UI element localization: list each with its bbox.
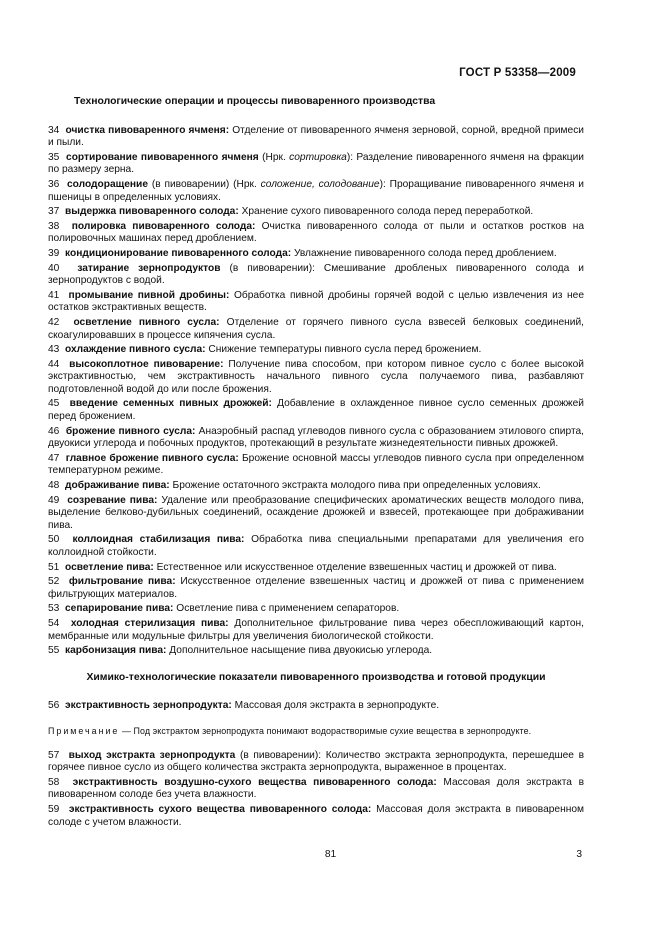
term-number: 42 (48, 316, 60, 328)
term-number: 40 (48, 262, 60, 274)
section-title-indicators: Химико-технологические показатели пивоваренного производства и готовой продукции (86, 671, 546, 683)
term-qualifier: (Нрк. (262, 151, 290, 163)
term-number: 36 (48, 178, 60, 190)
term-definition: Обработка пива специальными препаратами для увеличения его коллоидной стойкости. (48, 534, 584, 558)
term-number: 45 (48, 398, 60, 410)
term-number: 34 (48, 124, 60, 136)
term-entry-52 (48, 576, 584, 601)
term-name: созревание пива: (67, 494, 158, 506)
term-entry-44 (48, 359, 584, 397)
term-definition: Получение пива способом, при котором пивное сусло с более высокой экстрактивностью, чем экстрактивность начального пивного сусла получаемого пива, разбавляют подготовленной водой до или после брожения. (48, 358, 584, 395)
page-number: 81 (324, 849, 337, 860)
term-definition: Смешивание дробленых пивоваренного солода и зернопродуктов с водой. (48, 262, 584, 287)
term-name: осветление пивного сусла: (73, 316, 220, 328)
sheet-number: 3 (576, 849, 582, 860)
term-entry-41 (48, 290, 584, 315)
term-name: осветление пива: (65, 561, 154, 573)
term-entry-40 (48, 263, 584, 288)
term-name: введение семенных пивных дрожжей: (69, 398, 272, 410)
term-number: 44 (48, 358, 60, 370)
term-qualifier-end: ): (379, 178, 386, 190)
term-number: 41 (48, 289, 60, 301)
term-definition: Очистка пивоваренного солода от пыли и остатков ростков на полировочных машинах перед дроблением. (48, 220, 584, 245)
term-entry-49 (48, 495, 584, 533)
term-entry-53 (48, 603, 584, 616)
term-definition: Массовая доля экстракта в пивоваренном солоде с учетом влажности. (48, 803, 584, 828)
term-number: 53 (48, 603, 60, 615)
term-entry-55 (48, 645, 584, 658)
term-number: 35 (48, 151, 60, 163)
term-name: фильтрование пива: (68, 576, 176, 588)
term-number: 57 (48, 749, 60, 761)
term-name: холодная стерилизация пива: (70, 617, 229, 629)
term-entry-43 (48, 344, 584, 357)
term-number: 50 (48, 534, 60, 546)
term-number: 58 (48, 776, 60, 788)
term-qualifier: (в пивоварении): (229, 262, 315, 274)
section-title-operations: Технологические операции и процессы пивоваренного производства (74, 96, 436, 107)
term-name: сортирование пивоваренного ячменя (66, 151, 259, 163)
note-text: — Под экстрактом зернопродукта понимают водорастворимые сухие вещества в зернопродукте. (121, 725, 532, 736)
term-entry-54 (48, 618, 584, 643)
term-name: выдержка пивоваренного солода: (65, 206, 239, 218)
term-qualifier: (в пивоварении): (239, 749, 322, 761)
term-definition: Анаэробный распад углеводов пивного сусла с образованием этилового спирта, двуокиси углерода и побочных продуктов, протекающий в результате жизнедеятельности пивных дрожжей. (48, 425, 584, 450)
term-name: дображивание пива: (65, 480, 170, 492)
term-entry-39 (48, 248, 584, 261)
note-label: Примечание (48, 725, 120, 736)
term-qualifier-end: ): (346, 151, 354, 163)
term-entry-34 (48, 125, 584, 150)
document-body (48, 96, 584, 831)
term-list-indicators (48, 750, 584, 830)
term-entry-56 (48, 700, 584, 713)
term-definition: Брожение основной массы углеводов пивного сусла при определенном температурном режиме. (48, 452, 584, 477)
term-name: промывание пивной дробины: (68, 289, 230, 301)
term-non-recommended: соложение, солодование (260, 178, 380, 190)
term-definition: Массовая доля экстракта в зернопродукте. (234, 700, 440, 712)
term-number: 47 (48, 452, 60, 464)
term-entry-38 (48, 221, 584, 246)
term-name: солодоращение (67, 178, 148, 190)
term-number: 39 (48, 247, 60, 259)
term-entry-36 (48, 179, 584, 204)
term-number: 49 (48, 494, 60, 506)
term-definition: Естественное или искусственное отделение взвешенных частиц и дрожжей от пива. (156, 561, 557, 573)
term-name: карбонизация пива: (65, 645, 167, 657)
term-name: экстрактивность зернопродукта: (65, 700, 232, 712)
term-number: 38 (48, 220, 60, 232)
term-definition: Отделение от горячего пивного сусла взвесей белковых соединений, скоагулировавших в процессе кипячения сусла. (48, 316, 584, 341)
term-number: 54 (48, 617, 60, 629)
term-definition: Количество экстракта зернопродукта, перешедшее в горячее пивное сусло из общего количества экстракта зернопродукта, выраженное в процентах. (48, 749, 584, 774)
term-entry-45 (48, 398, 584, 423)
term-definition: Обработка пивной дробины горячей водой с целью извлечения из нее остатков экстрактивных веществ. (48, 289, 584, 314)
term-number: 51 (48, 561, 60, 573)
term-entry-35 (48, 152, 584, 177)
term-entry-37 (48, 206, 584, 219)
term-number: 55 (48, 645, 60, 657)
term-definition: Дополнительное фильтрование пива через обеспложивающий картон, мембранные или модульные фильтры для увеличения биологической стойкости. (48, 617, 584, 642)
standard-code: ГОСТ Р 53358—2009 (459, 67, 576, 79)
term-definition: Удаление или преобразование специфических ароматических веществ молодого пива, выделение белково-дубильных соединений, осаждение дрожжей и взвесей, протекающее при дображивании пива. (48, 494, 584, 531)
term-entry-48 (48, 480, 584, 493)
term-entry-57 (48, 750, 584, 775)
term-name: выход экстракта зернопродукта (68, 749, 236, 761)
term-definition: Дополнительное насыщение пива двуокисью углерода. (169, 645, 433, 657)
term-name: сепарирование пива: (65, 603, 174, 615)
term-name: полировка пивоваренного солода: (71, 220, 256, 232)
term-entry-59 (48, 804, 584, 829)
term-number: 56 (48, 700, 60, 712)
term-name: экстрактивность воздушно-сухого вещества пивоваренного солода: (72, 776, 437, 788)
term-entry-42 (48, 317, 584, 342)
term-definition: Осветление пива с применением сепараторов. (176, 603, 400, 615)
term-definition: Отделение от пивоваренного ячменя зерновой, сорной, вредной примеси и пыли. (48, 124, 584, 149)
note (48, 725, 584, 738)
term-number: 43 (48, 344, 60, 356)
term-definition: Увлажнение пивоваренного солода перед дроблением. (293, 247, 557, 259)
term-name: экстрактивность сухого вещества пивоваренного солода: (68, 803, 372, 815)
term-definition: Добавление в охлажденное пивное сусло семенных дрожжей перед брожением. (48, 398, 584, 423)
term-name: кондиционирование пивоваренного солода: (65, 247, 292, 259)
term-non-recommended: сортировка (289, 151, 347, 163)
term-number: 48 (48, 480, 60, 492)
term-definition: Разделение пивоваренного ячменя на фракции по размеру зерна. (48, 151, 584, 176)
term-entry-58 (48, 777, 584, 802)
term-definition: Снижение температуры пивного сусла перед брожением. (208, 344, 482, 356)
term-number: 37 (48, 206, 60, 218)
term-definition: Брожение остаточного экстракта молодого пива при определенных условиях. (172, 480, 541, 492)
term-name: главное брожение пивного сусла: (65, 452, 239, 464)
term-entry-47 (48, 453, 584, 478)
term-number: 59 (48, 803, 60, 815)
term-definition: Искусственное отделение взвешенных частиц и дрожжей от пива с применением фильтрующих материалов. (48, 576, 585, 600)
term-name: охлаждение пивного сусла: (65, 344, 206, 356)
term-list-operations (48, 125, 584, 658)
term-definition: Проращивание пивоваренного ячменя и пшеницы в определенных условиях. (48, 178, 584, 203)
term-qualifier: (в пивоварении) (Нрк. (151, 178, 261, 190)
term-name: коллоидная стабилизация пива: (72, 534, 245, 546)
term-name: высокоплотное пивоварение: (69, 358, 224, 370)
term-entry-50 (48, 534, 584, 559)
term-entry-46 (48, 426, 584, 451)
term-entry-51 (48, 562, 584, 575)
term-name: брожение пивного сусла: (65, 425, 196, 437)
term-number: 46 (48, 425, 60, 437)
term-definition: Массовая доля экстракта в пивоваренном солоде без учета влажности. (48, 776, 584, 801)
term-number: 52 (48, 576, 60, 588)
term-name: очистка пивоваренного ячменя: (65, 124, 230, 136)
term-name: затирание зернопродуктов (77, 262, 221, 274)
term-definition: Хранение сухого пивоваренного солода перед переработкой. (241, 206, 534, 218)
